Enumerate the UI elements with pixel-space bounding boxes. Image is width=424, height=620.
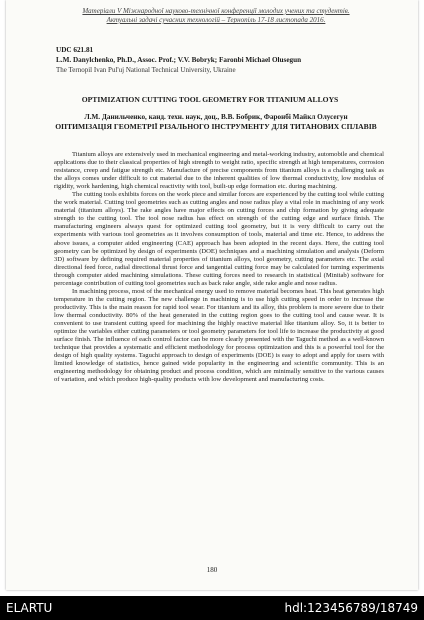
affiliation: The Ternopil Ivan Pul'uj National Technical University, Ukraine xyxy=(56,66,236,74)
header-line-2: Актуальні задачі сучасних технологій – Тернопіль 17-18 листопада 2016. xyxy=(106,16,326,24)
udc-code: UDC 621.81 xyxy=(56,46,94,54)
paragraph-1: Titanium alloys are extensively used in mechanical engineering and metal-working industry, automobile and chemical applications due to their classical properties of high strength to weight ratio, specific strength at high temperatures, corrosion resistance, creep and fatigue strength etc. Manufacture of precise components from titanium alloys is a challenging task as the alloys comes under difficult to cut material due to the inherent qualities of low thermal conductivity, low modulus of rigidity, work hardening, high chemical reactivity with tool, built-up edge formation etc. during machining. xyxy=(54,151,384,191)
conference-header xyxy=(56,7,376,25)
paragraph-2: The cutting tools exhibits forces on the work piece and similar forces are experienced by the cutting tool while cutting the work material. Cutting tool geometries such as cutting angles and nose radius play a vital role in machining of any work material (titanium alloys). The rake angles have major effects on cutting forces and chip formation by giving adequate strength to the cutting tool. The tool nose radius has effect on strength of the cutting edge and surface finish. The manufacturing engineers always quest for optimized cutting tool geometry, but it is very difficult to carry out the experiments with various tool geometries as it involves consumption of tools, material and time etc. Hence, to address the above issues, a computer aided engineering (CAE) approach has been adopted in the recent days. Here, the cutting tool geometry can be optimized by design of experiments (DOE) techniques and a machining simulation and analysis (Deform 3D) software by defining required material properties of titanium alloys, tool geometry, cutting parameters etc. The axial directional feed force, radial directional thrust force and tangential cutting force may be calculated for turning experiments through computer aided machining simulations. These cutting forces need to research in statistical (Minitab) software for percentage contribution of cutting tool geometries such as back rake angle, side rake angle and nose radius. xyxy=(54,191,384,287)
authors-ua: Л.М. Данильченко, канд. техн. наук, доц., В.В. Бобрик, Фаронбі Майкл Олусегун xyxy=(84,113,348,121)
body-text xyxy=(54,151,384,384)
authors-en: L.M. Danylchenko, Ph.D., Assoc. Prof.; V.V. Bobryk; Faronbi Michael Olusegun xyxy=(56,56,302,64)
paragraph-3: In machining process, most of the mechanical energy used to remove material becomes heat. This heat generates high temperature in the cutting region. The new challenge in machining is to use high cutting speed in order to increase the productivity. This is the main reason for rapid tool wear. For titanium and its alloy, this problem is more severe due to their low thermal conductivity. 80% of the heat generated in the cutting region goes to the cutting tool and cause wear. It is convenient to use transient cutting speed for machining the highly reactive material like titanium alloy. So, it is better to optimize the variables either cutting parameters or tool geometry parameters for tool life to increase the productivity at good surface finish. The influence of each control factor can be more clearly presented with the Taguchi method as a well-known technique that provides a systematic and efficient methodology for process optimization and this is a powerful tool for the design of high quality systems. Taguchi approach to design of experiments (DOE) is easy to adopt and apply for users with limited knowledge of statistics, hence gained wide popularity in the engineering and scientific community. This is an engineering methodology for obtaining product and process condition, which are minimally sensitive to the various causes of variation, and which produce high-quality products with low development and manufacturing costs. xyxy=(54,287,384,384)
repository-name[interactable]: ELARTU xyxy=(6,601,53,615)
paper-title-en: OPTIMIZATION CUTTING TOOL GEOMETRY FOR TITANIUM ALLOYS xyxy=(81,95,339,104)
handle-id[interactable]: hdl:123456789/18749 xyxy=(284,601,418,615)
paper-title-ua: ОПТИМІЗАЦІЯ ГЕОМЕТРІЇ РІЗАЛЬНОГО ІНСТРУМЕНТУ ДЛЯ ТИТАНОВИХ СПЛАВІВ xyxy=(55,122,377,131)
repository-footer-bar xyxy=(0,596,424,620)
page-number: 180 xyxy=(206,566,218,574)
header-line-1: Матеріали V Міжнародної науково-технічної конференції молодих учених та студентів. xyxy=(82,7,350,15)
